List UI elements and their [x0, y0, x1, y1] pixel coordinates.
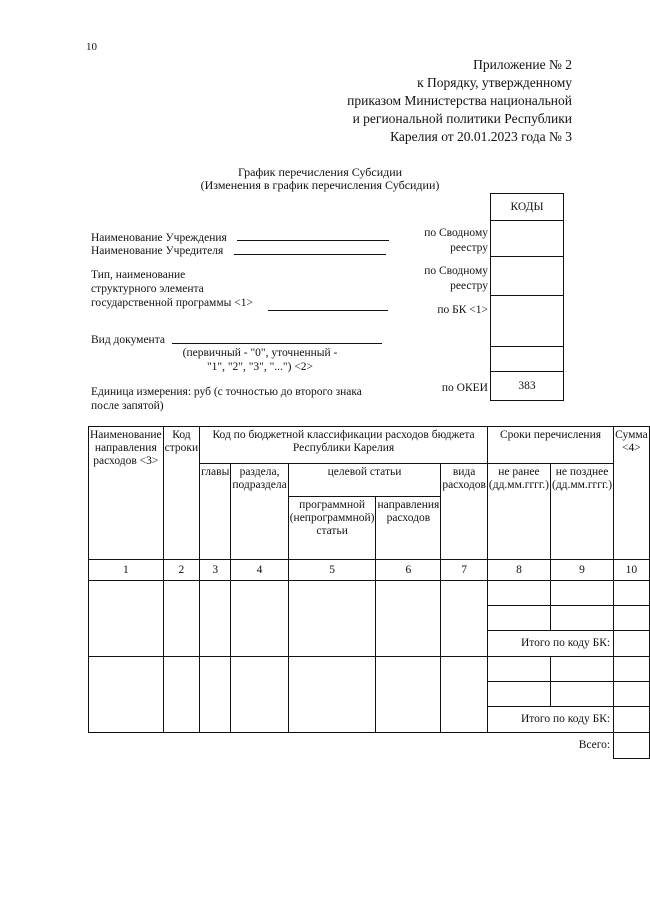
header-budget: Код по бюджетной классификации расходов бюджета Республики Карелия — [200, 427, 488, 464]
col-number: 4 — [231, 560, 288, 581]
label-by-okei: по ОКЕИ — [441, 382, 488, 394]
grand-total-value[interactable] — [614, 733, 650, 759]
table-cell[interactable] — [614, 581, 650, 606]
page-number: 10 — [86, 41, 97, 53]
code-cell-okei: 383 — [491, 372, 564, 401]
appendix-line: приказом Министерства национальной — [347, 93, 572, 108]
table-cell[interactable] — [288, 581, 376, 657]
table-cell[interactable] — [487, 581, 550, 606]
grand-total-label: Всего: — [578, 739, 611, 751]
table-cell[interactable] — [441, 657, 488, 733]
table-cell[interactable] — [376, 581, 441, 657]
header-section: раздела, подраздела — [231, 464, 288, 560]
col-number: 9 — [551, 560, 614, 581]
table-cell[interactable] — [200, 657, 231, 733]
type-field[interactable] — [268, 299, 388, 311]
table-cell[interactable] — [163, 657, 200, 733]
total-bk-value[interactable] — [614, 631, 650, 657]
table-cell[interactable] — [614, 657, 650, 682]
code-cell-blank — [491, 347, 564, 372]
doc-type-label: Вид документа — [91, 334, 165, 346]
table-cell[interactable] — [551, 657, 614, 682]
doc-type-hint: (первичный - "0", уточненный - "1", "2", "3", "...") <2> — [182, 347, 338, 373]
unit-label: Единица измерения: руб (с точностью до второго знака после запятой) — [91, 386, 362, 412]
appendix-note — [242, 56, 572, 146]
table-cell[interactable] — [376, 657, 441, 733]
appendix-line: к Порядку, утвержденному — [417, 75, 572, 90]
type-label: Тип, наименование структурного элемента государственной программы <1> — [91, 269, 253, 309]
table-cell[interactable] — [551, 682, 614, 707]
header-program: программной (непрограммной) статьи — [288, 497, 376, 560]
table-cell[interactable] — [231, 657, 288, 733]
header-direction: направления расходов — [376, 497, 441, 560]
header-sum: Сумма <4> — [614, 427, 650, 560]
col-number: 10 — [614, 560, 650, 581]
appendix-line: Приложение № 2 — [473, 57, 572, 72]
table-cell[interactable] — [551, 606, 614, 631]
col-number: 8 — [487, 560, 550, 581]
schedule-table — [88, 426, 650, 759]
codes-header: КОДЫ — [491, 194, 564, 221]
total-bk-label: Итого по коду БК: — [487, 631, 613, 657]
code-cell-bk — [491, 296, 564, 347]
col-number: 7 — [441, 560, 488, 581]
label-by-registry-1: по Сводному реестру — [424, 227, 488, 254]
label-by-bk: по БК <1> — [437, 304, 488, 316]
table-cell[interactable] — [487, 606, 550, 631]
codes-box — [490, 193, 564, 401]
header-expense-type: вида расходов — [441, 464, 488, 560]
code-cell-registry-1 — [491, 221, 564, 257]
header-not-later: не позднее (дд.мм.гггг.) — [551, 464, 614, 560]
code-cell-registry-2 — [491, 257, 564, 296]
table-cell[interactable] — [551, 581, 614, 606]
table-cell[interactable] — [614, 606, 650, 631]
header-terms: Сроки перечисления — [487, 427, 613, 464]
appendix-line: и региональной политики Республики — [352, 111, 572, 126]
founder-label: Наименование Учредителя — [91, 245, 224, 257]
table-cell[interactable] — [200, 581, 231, 657]
table-cell[interactable] — [89, 581, 164, 657]
total-bk-label: Итого по коду БК: — [487, 707, 613, 733]
header-code: Код строки — [163, 427, 200, 560]
table-cell[interactable] — [614, 682, 650, 707]
table-cell[interactable] — [89, 657, 164, 733]
col-number: 6 — [376, 560, 441, 581]
table-cell[interactable] — [441, 581, 488, 657]
col-number: 2 — [163, 560, 200, 581]
doc-type-field[interactable] — [172, 332, 382, 344]
header-chapter: главы — [200, 464, 231, 560]
appendix-line: Карелия от 20.01.2023 года № 3 — [390, 129, 572, 144]
document-subtitle: (Изменения в график перечисления Субсидии) — [200, 178, 440, 192]
table-cell[interactable] — [487, 657, 550, 682]
col-number: 5 — [288, 560, 376, 581]
total-bk-value[interactable] — [614, 707, 650, 733]
header-not-earlier: не ранее (дд.мм.гггг.) — [487, 464, 550, 560]
founder-field[interactable] — [234, 243, 386, 255]
col-number: 3 — [200, 560, 231, 581]
institution-label: Наименование Учреждения — [91, 232, 227, 244]
table-cell[interactable] — [163, 581, 200, 657]
table-cell[interactable] — [487, 682, 550, 707]
label-by-registry-2: по Сводному реестру — [424, 265, 488, 292]
col-number: 1 — [89, 560, 164, 581]
table-cell[interactable] — [231, 581, 288, 657]
document-title: График перечисления Субсидии — [237, 165, 403, 179]
table-cell[interactable] — [288, 657, 376, 733]
header-name: Наименование направления расходов <3> — [89, 427, 164, 560]
institution-field[interactable] — [237, 229, 389, 241]
header-target: целевой статьи — [288, 464, 441, 497]
